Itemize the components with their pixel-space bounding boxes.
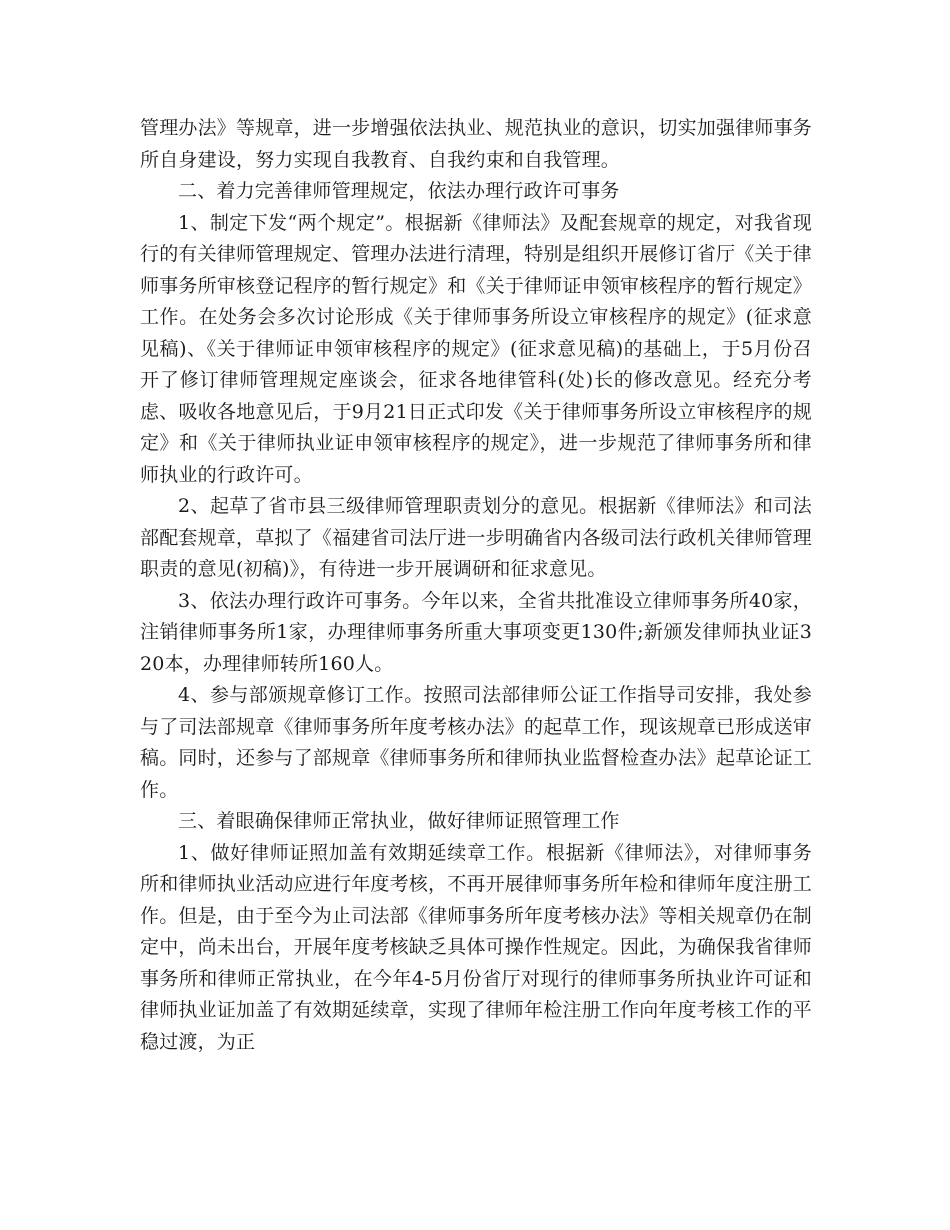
document-body (140, 113, 812, 1058)
paragraph-item-2: 2、起草了省市县三级律师管理职责划分的意见。根据新《律师法》和司法部配套规章，草拟了《福建省司法厅进一步明确省内各级司法行政机关律师管理职责的意见(初稿)》，有待进一步开展调研和征求意见。 (140, 495, 813, 580)
paragraph-item-3: 3、依法办理行政许可事务。今年以来，全省共批准设立律师事务所40家，注销律师事务所1家，办理律师事务所重大事项变更130件;新颁发律师执业证320本，办理律师转所160人。 (140, 589, 812, 675)
paragraph-item-1: 1、制定下发“两个规定”。根据新《律师法》及配套规章的规定，对我省现行的有关律师管理规定、管理办法进行清理，特别是组织开展修订省厅《关于律师事务所审核登记程序的暂行规定》和《关于律师证申领审核程序的暂行规定》工作。在处务会多次讨论形成《关于律师事务所设立审核程序的规定》(征求意见稿)、《关于律师证申领审核程序的规定》(征求意见稿)的基础上，于5月份召开了修订律师管理规定座谈会，征求各地律管科(处)长的修改意见。经充分考虑、吸收各地意见后，于9月21日正式印发《关于律师事务所设立审核程序的规定》和《关于律师执业证申领审核程序的规定》，进一步规范了律师事务所和律师执业的行政许可。 (140, 211, 813, 486)
paragraph-item-4: 4、参与部颁规章修订工作。按照司法部律师公证工作指导司安排，我处参与了司法部规章《律师事务所年度考核办法》的起草工作，现该规章已形成送审稿。同时，还参与了部规章《律师事务所和律师执业监督检查办法》起草论证工作。 (140, 684, 813, 801)
paragraph-continuation: 管理办法》等规章，进一步增强依法执业、规范执业的意识，切实加强律师事务所自身建设，努力实现自我教育、自我约束和自我管理。 (140, 117, 813, 171)
section-heading-two: 二、着力完善律师管理规定，依法办理行政许可事务 (178, 180, 620, 202)
paragraph-section-three-item-1: 1、做好律师证照加盖有效期延续章工作。根据新《律师法》，对律师事务所和律师执业活动应进行年度考核，不再开展律师事务所年检和律师年度注册工作。但是，由于至今为止司法部《律师事务所年度考核办法》等相关规章仍在制定中，尚未出台，开展年度考核缺乏具体可操作性规定。因此，为确保我省律师事务所和律师正常执业，在今年4-5月份省厅对现行的律师事务所执业许可证和律师执业证加盖了有效期延续章，实现了律师年检注册工作向年度考核工作的平稳过渡，为正 (140, 841, 813, 1053)
section-heading-three: 三、着眼确保律师正常执业，做好律师证照管理工作 (178, 810, 620, 832)
